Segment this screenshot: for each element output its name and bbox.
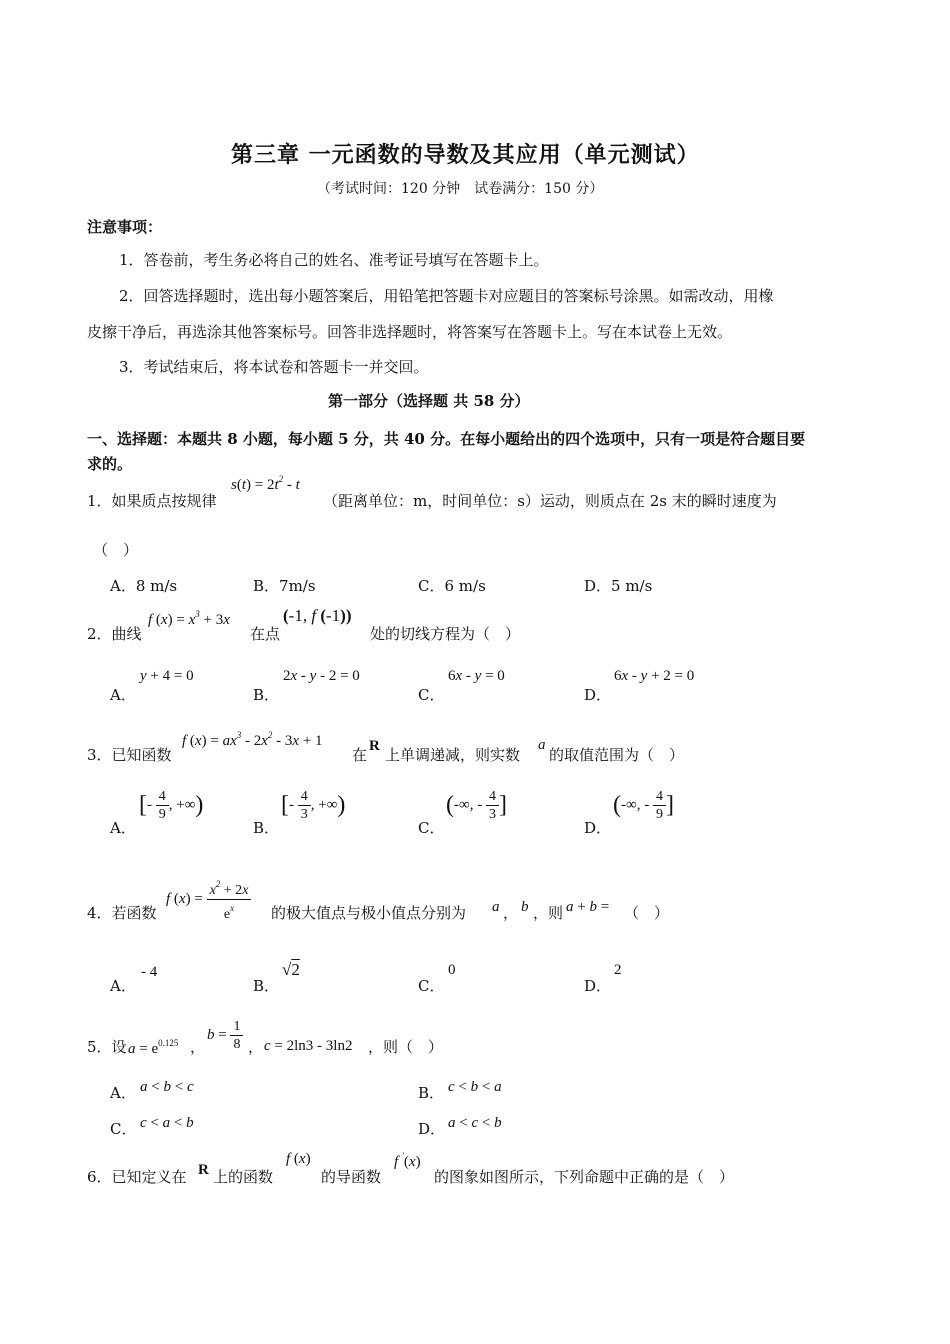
q6-real-numbers: R [198, 1162, 209, 1178]
q2-option-d-value: 6x - y + 2 = 0 [614, 668, 695, 684]
q4-option-c-value: 0 [448, 962, 456, 978]
q3-option-b-value: [- $\frac{4}{3}$ , +∞) [281, 789, 346, 822]
note-item-2-line1: 2．回答选择题时，选出每小题答案后，用铅笔把答题卡对应题目的答案标号涂黑。如需改动，用橡 [119, 287, 774, 305]
section-instructions-line2: 求的。 [87, 455, 133, 473]
q5-sep1: ， [190, 1038, 206, 1056]
q5-option-c-value: c < a < b [140, 1115, 194, 1131]
q4-option-d-label: D． [584, 977, 612, 995]
q3-option-c-label: C． [418, 819, 445, 837]
part1-heading: 第一部分（选择题 共 58 分） [328, 392, 530, 410]
q4-sep2: ，则 [533, 904, 564, 922]
q2-option-b-value: 2x - y - 2 = 0 [283, 668, 360, 684]
q2-option-d-label: D． [584, 686, 612, 704]
q4-expression: a + b = [566, 899, 610, 915]
note-item-1: 1．答卷前，考生务必将自己的姓名、准考证号填写在答题卡上。 [119, 251, 549, 269]
q5-option-a-label: A． [110, 1084, 136, 1102]
q3-function: f $(x) = ax^3 - 2x^2 - 3x + 1$ [182, 730, 323, 749]
q1-option-b: B．7m/s [253, 577, 316, 595]
q6-mid1: 上的函数 [213, 1168, 274, 1186]
q1-suffix: （距离单位：m，时间单位：s）运动，则质点在 2s 末的瞬时速度为 [323, 492, 777, 510]
q3-option-c-value: (-∞, - $\frac{4}{3}$ ] [446, 789, 507, 822]
q1-option-d: D．5 m/s [584, 577, 653, 595]
q1-prefix: 1．如果质点按规律 [87, 492, 217, 510]
q2-option-a-value: y + 4 = 0 [140, 668, 194, 684]
q6-suffix: 的图象如图所示，下列命题中正确的是（ ） [434, 1168, 735, 1186]
q5-option-d-value: a < c < b [448, 1115, 502, 1131]
q4-var-a: a [492, 899, 500, 915]
q4-option-b-value: √2 [282, 960, 300, 979]
q3-option-d-value: (-∞, - $\frac{4}{9}$ ] [613, 789, 674, 822]
q5-suffix: ，则（ ） [368, 1038, 444, 1056]
q6-derivative: f ′(x) [394, 1151, 421, 1170]
q5-value-a: $a = e^{0.125}$ [128, 1038, 179, 1057]
page-title: 第三章 一元函数的导数及其应用（单元测试） [231, 142, 700, 168]
q4-option-d-value: 2 [614, 962, 622, 978]
q5-option-c-label: C． [110, 1120, 137, 1138]
q4-option-a-value: - 4 [141, 964, 158, 980]
q3-mid1: 在 [352, 746, 368, 764]
q4-mid: 的极大值点与极小值点分别为 [271, 904, 467, 922]
exam-info: （考试时间：120 分钟 试卷满分：150 分） [317, 181, 604, 197]
q2-option-c-label: C． [418, 686, 445, 704]
q1-option-c: C．6 m/s [418, 577, 486, 595]
q2-prefix: 2．曲线 [87, 625, 142, 643]
q3-option-b-label: B． [253, 819, 280, 837]
q5-prefix: 5．设 [87, 1038, 127, 1056]
q3-mid2: 上单调递减，则实数 [385, 746, 521, 764]
q3-prefix: 3．已知函数 [87, 746, 172, 764]
q1-option-a: A．8 m/s [110, 577, 178, 595]
q3-var-a: a [538, 737, 546, 753]
q4-suffix: （ ） [624, 904, 670, 922]
section-instructions-line1: 一、选择题：本题共 8 小题，每小题 5 分，共 40 分。在每小题给出的四个选项中，只有一项是符合题目要 [87, 430, 806, 448]
q6-function-f: f (x) [286, 1151, 311, 1167]
q5-option-b-label: B． [418, 1084, 445, 1102]
q6-mid2: 的导函数 [321, 1168, 382, 1186]
q5-sep2: ， [248, 1038, 264, 1056]
q2-suffix: 处的切线方程为（ ） [370, 625, 521, 643]
q3-option-a-label: A． [110, 819, 136, 837]
q5-option-a-value: a < b < c [140, 1079, 194, 1095]
q5-value-c: c = 2ln3 - 3ln2 [264, 1038, 353, 1054]
q4-option-c-label: C． [418, 977, 445, 995]
notes-heading: 注意事项： [87, 218, 163, 236]
q5-option-d-label: D． [418, 1120, 446, 1138]
q4-function: f (x) = $\frac{x^2 + 2x}{e^x}$ [166, 876, 251, 923]
q4-option-a-label: A． [110, 977, 136, 995]
q5-option-b-value: c < b < a [448, 1079, 502, 1095]
q2-function: f $(x) = x^3 + 3x$ [148, 609, 230, 628]
q2-option-b-label: B． [253, 686, 280, 704]
q3-option-d-label: D． [584, 819, 612, 837]
q3-option-a-value: [- $\frac{4}{9}$ , +∞) [139, 789, 204, 822]
q1-answer-paren: （ ） [93, 541, 139, 559]
q1-formula: $s(t) = 2t^2 - t$ [231, 474, 300, 493]
q3-real-numbers: R [369, 738, 380, 754]
q6-prefix: 6．已知定义在 [87, 1168, 187, 1186]
note-item-3: 3．考试结束后，将本试卷和答题卡一并交回。 [119, 358, 429, 376]
q4-sep1: ， [503, 904, 519, 922]
q4-option-b-label: B． [253, 977, 280, 995]
q2-option-a-label: A． [110, 686, 136, 704]
q2-mid: 在点 [250, 625, 281, 643]
q3-suffix: 的取值范围为（ ） [549, 746, 685, 764]
q4-var-b: b [521, 899, 529, 915]
q2-point: (-1, f (-1)) [283, 606, 352, 625]
q2-option-c-value: 6x - y = 0 [448, 668, 505, 684]
note-item-2-line2: 皮擦干净后，再选涂其他答案标号。回答非选择题时，将答案写在答题卡上。写在本试卷上无效。 [87, 323, 733, 341]
q5-value-b: b = $\frac{1}{8}$ [207, 1018, 243, 1053]
q4-prefix: 4．若函数 [87, 904, 157, 922]
